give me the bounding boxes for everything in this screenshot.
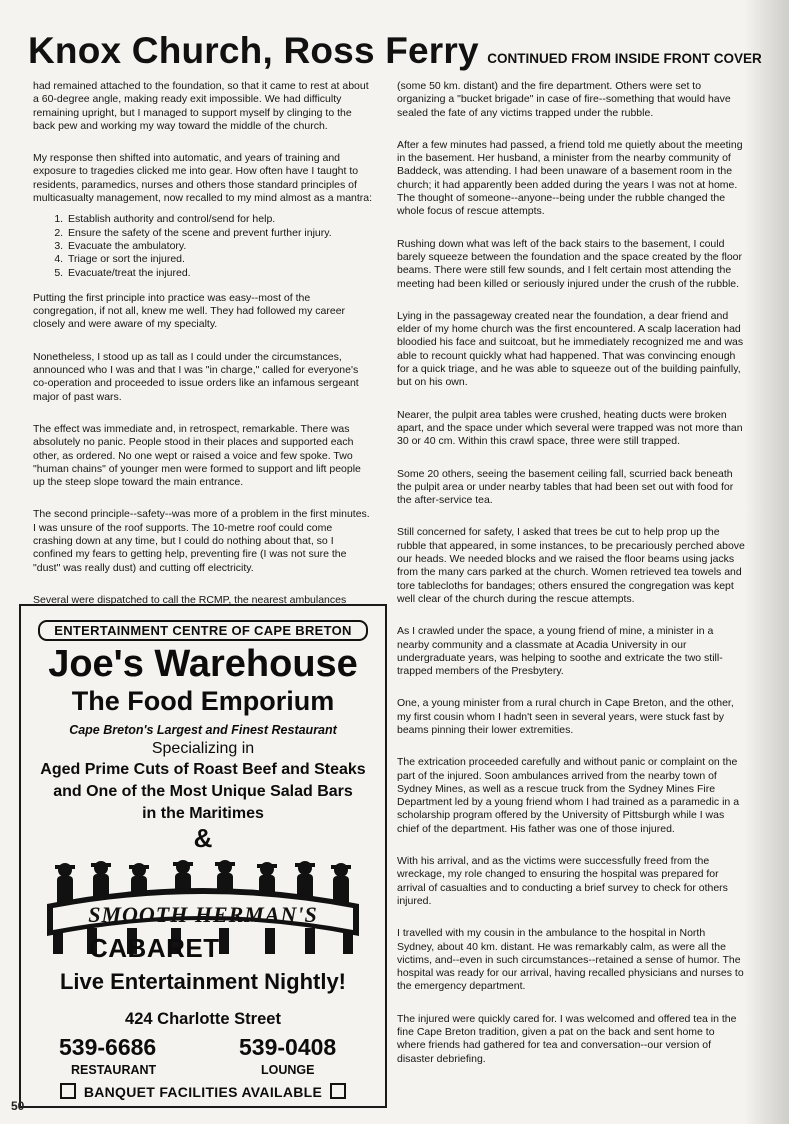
principles-list [33, 213, 373, 279]
paragraph: Nonetheless, I stood up as tall as I could under the circumstances, announced who I was and that I was "in charge," called for everyone's co-operation and proceeded to issue orders like an infamous sergeant major of past wars. [33, 350, 359, 403]
left-column [33, 80, 373, 626]
paragraph: Putting the first principle into practice was easy--most of the congregation, if not all, knew me well. They had followed my career closely and were aware of my specialty. [33, 291, 346, 331]
ad-line-3: in the Maritimes [142, 805, 264, 822]
paragraph: My response then shifted into automatic, and years of training and exposure to tragedies clicked me into gear. How often have I taught to residents, paramedics, nurses and others those standard principles of multicasualty management, now recalled to my mind almost as a mantra: [33, 152, 373, 205]
checkbox-square-icon [60, 1083, 76, 1099]
ad-line-2: and One of the Most Unique Salad Bars [53, 783, 353, 800]
list-item: 3. Evacuate the ambulatory. [66, 240, 373, 253]
paragraph: Several were dispatched to call the RCMP, the nearest ambulances [33, 593, 347, 606]
ad-line-1: Aged Prime Cuts of Roast Beef and Steaks [40, 761, 366, 778]
checkbox-square-icon [330, 1083, 346, 1099]
paragraph: After a few minutes had passed, a friend told me quietly about the meeting in the basement. Her husband, a minister from the nearby community of Baddeck, was attending. I had been unaware of a basement room in the church; it had apparently been added during the years I was not at home. The thought of someone--anyone--being under the rubble changed the whole focus of rescue attempts. [397, 138, 743, 218]
list-item: 2. Ensure the safety of the scene and prevent further injury. [66, 227, 373, 240]
paragraph: I travelled with my cousin in the ambulance to the hospital in North Sydney, about 40 km. distant. He was remarkably calm, as were all the victims, and--even in such circumstances--retained a sense of humor. The hospital was ready for our arrival, having recalled physicians and nurses to the emergency department. [397, 927, 744, 993]
paragraph: With his arrival, and as the victims were successfully freed from the wreckage, my role changed to ensuring the hospital was prepared for arrival of casualties and to conducting a brief survey to check for others injured. [397, 855, 728, 907]
paragraph: As I crawled under the space, a young friend of mine, a minister in a nearby community and a classmate at Acadia University in our undergraduate years, was helping to soothe and extricate the two still-trapped members of the Presbytery. [397, 625, 723, 678]
joes-warehouse-ad [19, 604, 387, 1108]
paragraph: Lying in the passageway created near the foundation, a dear friend and elder of my home church was the first encountered. A scalp laceration had bloodied his face and suitcoat, but he immediately recognized me and was able to recount quickly what had happened. That was convincing enough for a quick triage, and he was able to squeeze out of the building painfully, but on his own. [397, 309, 744, 389]
paragraph: Nearer, the pulpit area tables were crushed, heating ducts were broken apart, and the space under which several were trapped was not more than 30 or 40 cm. Within this crawl space, three were still trapped. [397, 408, 743, 448]
paragraph: One, a young minister from a rural church in Cape Breton, and the other, my first cousin whom I hadn't seen in several years, were stuck fast by beams pinning their lower extremities. [397, 697, 734, 736]
ad-phone-lounge: 539-0408 [239, 1034, 337, 1060]
paragraph: Still concerned for safety, I asked that trees be cut to help prop up the rubble that appeared, in some instances, to be precariously perched above our heads. We needed blocks and we raised the floor beams using jacks from the many cars parked at the church. Women retrieved tea towels and tore tablecloths for bandages; others ensured the congregation was kept well clear of the church during the rescue attempts. [397, 526, 745, 605]
page-number: 50 [11, 1099, 25, 1113]
ad-banner: ENTERTAINMENT CENTRE OF CAPE BRETON [38, 620, 367, 641]
right-column [397, 80, 745, 1085]
paragraph: The extrication proceeded carefully and without panic or complaint on the part of the injured. Soon ambulances arrived from the nearby town of Sydney Mines, as well as a rescue truck from the Sydney Mines Fire Department led by a young friend whom I had trained as a paramedic in a scholarship program offered by the University of Pittsburgh while I was chief of the department. His father was one of those injured. [397, 756, 740, 835]
paragraph: Rushing down what was left of the back stairs to the basement, I could barely squeeze between the foundation and the space created by the floor beams. There were still few sounds, and I felt certain most attending the meeting had been killed or seriously injured under the crush of the rubble. [397, 237, 742, 290]
list-item: 1. Establish authority and control/send for help. [66, 213, 373, 226]
ad-address: 424 Charlotte Street [125, 1010, 281, 1028]
ad-label-restaurant: RESTAURANT [71, 1063, 157, 1077]
list-item: 5. Evacuate/treat the injured. [66, 267, 373, 280]
ad-banquet-text: BANQUET FACILITIES AVAILABLE [83, 1084, 323, 1100]
logo-text: SMOOTH HERMAN'S [88, 902, 318, 927]
paragraph: The effect was immediate and, in retrospect, remarkable. There was absolutely no panic. People stood in their places and supported each other, as ordered. No one wept or raised a voice and few spoke. Two "human chains" of younger men were formed to support and lift people up the steep slope toward the main entrance. [33, 422, 361, 489]
ad-banquet-line [21, 1083, 385, 1100]
ad-ampersand: & [193, 823, 213, 853]
ad-subtitle: The Food Emporium [71, 686, 335, 716]
ad-live-entertainment: Live Entertainment Nightly! [59, 969, 347, 994]
ad-cabaret: CABARET [89, 933, 220, 963]
ad-tagline: Cape Breton's Largest and Finest Restaurant [69, 723, 337, 737]
article-headline [28, 30, 768, 72]
ad-business-name: Joe's Warehouse [48, 643, 358, 685]
paragraph: The second principle--safety--was more of a problem in the first minutes. I was unsure of the roof supports. The 10-metre roof could come crashing down at any time, but I could do nothing about that, so I confined my fears to getting help, preventing fire (I was not sure the "dust" was really dust) and cutting off electricity. [33, 508, 370, 574]
paragraph: The injured were quickly cared for. I was welcomed and offered tea in the fine Cape Breton tradition, given a pat on the back and sent home to where friends had gathered for tea and conversation--our version of disaster debriefing. [397, 1012, 737, 1065]
continued-note: CONTINUED FROM INSIDE FRONT COVER [487, 51, 762, 66]
paragraph: Some 20 others, seeing the basement ceiling fall, scurried back beneath the pulpit area or under nearby tables that had been set out with food for the after-service tea. [397, 467, 734, 507]
ad-label-lounge: LOUNGE [261, 1063, 315, 1077]
ad-specializing: Specializing in [151, 740, 255, 757]
page-edge-shadow [745, 0, 789, 1124]
article-title: Knox Church, Ross Ferry [28, 30, 479, 71]
paragraph: had remained attached to the foundation, so that it came to rest at about a 60-degree angle, making ready exit impossible. We had difficulty remaining upright, but I managed to support myself by clinging to the back pew and working my way toward the middle of the church. [33, 80, 369, 132]
list-item: 4. Triage or sort the injured. [66, 253, 373, 266]
paragraph: (some 50 km. distant) and the fire department. Others were set to organizing a "bucket brigade" in case of fire--something that would have sealed the fate of any victims trapped under the rubble. [397, 80, 731, 119]
ad-phone-restaurant: 539-6686 [59, 1034, 157, 1060]
